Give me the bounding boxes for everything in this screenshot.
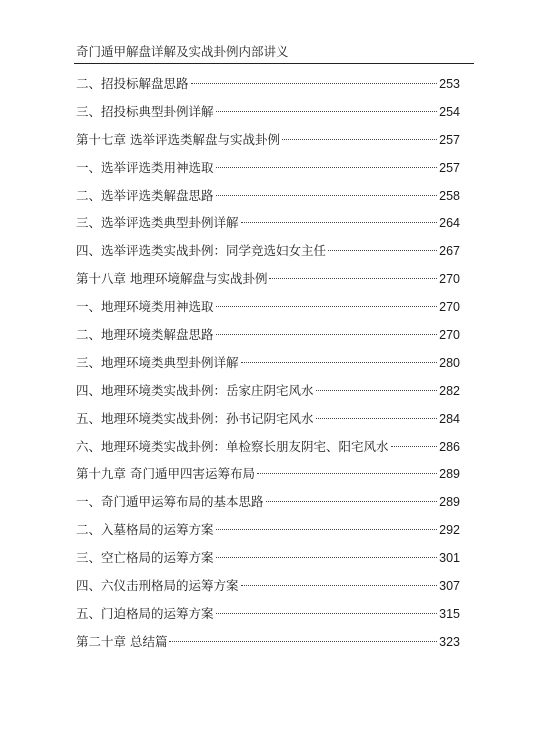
toc-row-chapter: [76, 460, 460, 488]
toc-row: [76, 293, 460, 321]
toc-leader-dots: [216, 167, 438, 168]
toc-entry-title: 第十八章 地理环境解盘与实战卦例: [76, 271, 268, 287]
toc-row: [76, 98, 460, 126]
toc-row: [76, 544, 460, 572]
toc-entry-title: 三、选举评选类典型卦例详解: [76, 215, 239, 231]
toc-page-number: 257: [439, 160, 460, 175]
toc-entry-title: 二、招投标解盘思路: [76, 76, 189, 91]
toc-leader-dots: [316, 418, 438, 419]
toc-leader-dots: [391, 446, 438, 447]
toc-entry-title: 一、选举评选类用神选取: [76, 159, 214, 175]
toc-leader-dots: [257, 473, 437, 474]
toc-row: [76, 70, 460, 98]
toc-row: [76, 405, 460, 433]
toc-leader-dots: [328, 250, 437, 251]
toc-row: [76, 600, 460, 628]
toc-entry-title: 第十九章 奇门遁甲四害运筹布局: [76, 466, 255, 482]
toc-row: [76, 209, 460, 237]
toc-row: [76, 237, 460, 265]
toc-row: [76, 154, 460, 182]
toc-row: [76, 488, 460, 516]
toc-entry-title: 三、空亡格局的运筹方案: [76, 550, 214, 566]
toc-leader-dots: [191, 83, 438, 84]
toc-leader-dots: [216, 557, 438, 558]
toc-entry-title: 二、选举评选类解盘思路: [76, 187, 214, 203]
toc-entry-title: 四、六仪击刑格局的运筹方案: [76, 578, 239, 594]
toc-page-number: 289: [439, 495, 460, 510]
toc-entry-title: 四、选举评选类实战卦例：同学竞选妇女主任: [76, 243, 327, 259]
toc-entry-title: 五、门迫格局的运筹方案: [76, 605, 214, 621]
toc-leader-dots: [241, 222, 438, 223]
toc-leader-dots: [216, 613, 438, 614]
toc-leader-dots: [169, 641, 437, 642]
toc-leader-dots: [241, 362, 438, 363]
toc-entry-title: 一、地理环境类用神选取: [76, 299, 214, 315]
toc-row: [76, 433, 460, 461]
table-of-contents: [76, 70, 460, 656]
toc-leader-dots: [269, 278, 437, 279]
toc-entry-title: 六、地理环境类实战卦例：单检察长朋友阴宅、阳宅风水: [76, 438, 389, 454]
toc-page-number: 289: [439, 467, 460, 482]
toc-row: [76, 572, 460, 600]
toc-page-number: 254: [439, 104, 460, 119]
toc-row: [76, 516, 460, 544]
toc-entry-title: 四、地理环境类实战卦例：岳家庄阴宅风水: [76, 382, 314, 398]
toc-page-number: 286: [439, 439, 460, 454]
toc-page-number: 258: [439, 188, 460, 203]
toc-leader-dots: [216, 306, 438, 307]
toc-entry-title: 第十七章 选举评选类解盘与实战卦例: [76, 131, 280, 147]
toc-leader-dots: [316, 390, 438, 391]
toc-page-number: 270: [439, 300, 460, 315]
toc-page-number: 282: [439, 383, 460, 398]
toc-leader-dots: [266, 501, 438, 502]
toc-leader-dots: [216, 529, 438, 530]
toc-page-number: 301: [439, 551, 460, 566]
toc-page-number: 270: [439, 272, 460, 287]
toc-entry-title: 二、地理环境类解盘思路: [76, 327, 214, 343]
toc-leader-dots: [216, 195, 438, 196]
toc-page-number: 280: [439, 355, 460, 370]
toc-row: [76, 321, 460, 349]
toc-page-number: 292: [439, 523, 460, 538]
toc-entry-title: 三、招投标典型卦例详解: [76, 103, 214, 119]
toc-page-number: 323: [439, 634, 460, 649]
toc-row-chapter: [76, 126, 460, 154]
toc-page-number: 284: [439, 411, 460, 426]
toc-row: [76, 377, 460, 405]
toc-leader-dots: [216, 334, 438, 335]
toc-row: [76, 349, 460, 377]
toc-page-number: 270: [439, 328, 460, 343]
toc-page-number: 253: [439, 77, 460, 91]
toc-leader-dots: [241, 585, 438, 586]
toc-page-number: 315: [439, 606, 460, 621]
header-rule: [74, 63, 474, 64]
toc-entry-title: 三、地理环境类典型卦例详解: [76, 354, 239, 370]
toc-row-chapter: [76, 628, 460, 656]
toc-entry-title: 第二十章 总结篇: [76, 633, 168, 649]
toc-page-number: 267: [439, 244, 460, 259]
toc-entry-title: 一、奇门遁甲运筹布局的基本思路: [76, 494, 264, 510]
toc-page-number: 307: [439, 579, 460, 594]
running-header: 奇门遁甲解盘详解及实战卦例内部讲义: [76, 44, 289, 59]
toc-leader-dots: [282, 139, 437, 140]
toc-leader-dots: [216, 111, 438, 112]
toc-row: [76, 182, 460, 210]
toc-page-number: 257: [439, 132, 460, 147]
toc-page-number: 264: [439, 216, 460, 231]
toc-entry-title: 五、地理环境类实战卦例：孙书记阴宅风水: [76, 410, 314, 426]
toc-entry-title: 二、入墓格局的运筹方案: [76, 522, 214, 538]
toc-row-chapter: [76, 265, 460, 293]
